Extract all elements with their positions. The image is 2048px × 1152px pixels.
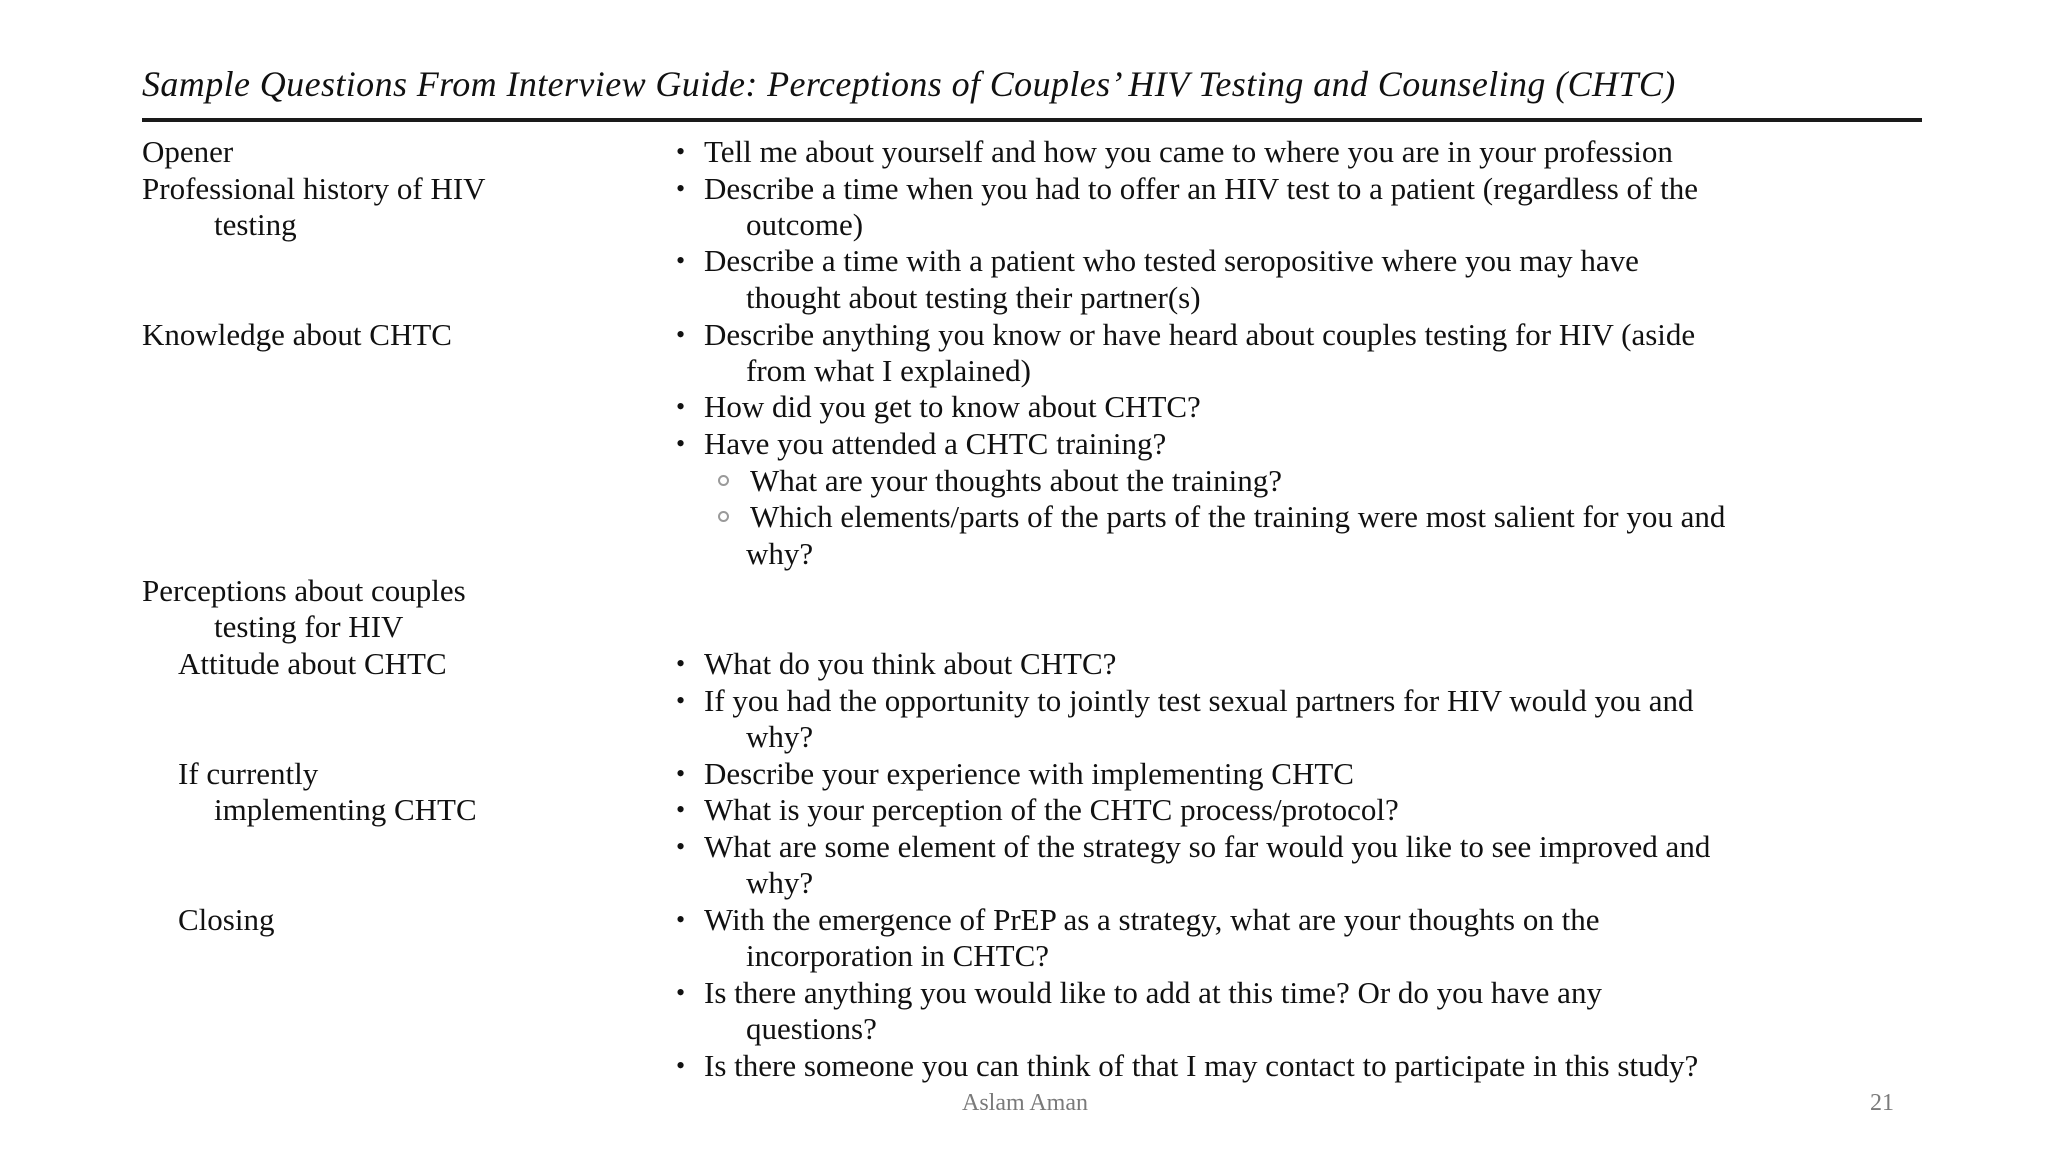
question-text: Describe a time when you had to offer an HIV test to a patient (regardless of the — [704, 171, 1698, 206]
table-row — [142, 171, 1922, 207]
table-row — [142, 463, 1922, 499]
bullet-icon: • — [676, 392, 686, 421]
topic-label: If currently — [178, 756, 319, 791]
topic-label: Closing — [178, 902, 275, 937]
table-row — [142, 683, 1922, 719]
question-text: If you had the opportunity to jointly test sexual partners for HIV would you and — [704, 683, 1694, 718]
question-text: Is there someone you can think of that I may contact to participate in this study? — [704, 1048, 1699, 1083]
table-row — [142, 499, 1922, 535]
table-row — [142, 902, 1922, 938]
question-text: What are some element of the strategy so far would you like to see improved and — [704, 829, 1711, 864]
question-text: How did you get to know about CHTC? — [704, 389, 1201, 424]
table-row — [142, 792, 1922, 828]
table-row — [142, 1011, 1922, 1047]
bullet-icon: • — [676, 137, 686, 166]
table-row — [142, 756, 1922, 792]
footer-author: Aslam Aman — [962, 1090, 1088, 1116]
table-row — [142, 829, 1922, 865]
question-text: Describe your experience with implementing CHTC — [704, 756, 1354, 791]
question-text: Which elements/parts of the parts of the training were most salient for you and — [750, 499, 1726, 534]
footer-page-number: 21 — [1870, 1090, 1894, 1116]
bullet-icon: • — [676, 320, 686, 349]
table-row — [142, 426, 1922, 462]
question-text: why? — [746, 719, 814, 754]
table-row — [142, 389, 1922, 425]
table-row — [142, 353, 1922, 389]
table-row — [142, 317, 1922, 353]
question-text: Have you attended a CHTC training? — [704, 426, 1167, 461]
bullet-icon: • — [676, 832, 686, 861]
question-text: why? — [746, 536, 814, 571]
question-text: incorporation in CHTC? — [746, 938, 1050, 973]
question-text: With the emergence of PrEP as a strategy, what are your thoughts on the — [704, 902, 1600, 937]
question-text: What are your thoughts about the training? — [750, 463, 1283, 498]
table-row — [142, 207, 1922, 243]
topic-label: implementing CHTC — [214, 792, 477, 827]
question-text: questions? — [746, 1011, 877, 1046]
bullet-icon: • — [676, 1051, 686, 1080]
sub-bullet-icon — [718, 475, 729, 486]
question-text: What is your perception of the CHTC process/protocol? — [704, 792, 1399, 827]
question-text: Describe a time with a patient who tested seropositive where you may have — [704, 243, 1639, 278]
bullet-icon: • — [676, 246, 686, 275]
bullet-icon: • — [676, 649, 686, 678]
bullet-icon: • — [676, 978, 686, 1007]
bullet-icon: • — [676, 429, 686, 458]
table-row — [142, 975, 1922, 1011]
question-text: from what I explained) — [746, 353, 1031, 388]
question-text: why? — [746, 865, 814, 900]
bullet-icon: • — [676, 759, 686, 788]
table-row — [142, 573, 1922, 609]
table-row — [142, 646, 1922, 682]
question-text: Is there anything you would like to add at this time? Or do you have any — [704, 975, 1602, 1010]
topic-label: Knowledge about CHTC — [142, 317, 452, 352]
table-row — [142, 938, 1922, 974]
question-text: Describe anything you know or have heard about couples testing for HIV (aside — [704, 317, 1696, 352]
topic-label: Attitude about CHTC — [178, 646, 447, 681]
question-text: thought about testing their partner(s) — [746, 280, 1201, 315]
topic-label: Professional history of HIV — [142, 171, 486, 206]
table-row — [142, 280, 1922, 316]
table-row — [142, 865, 1922, 901]
table-row — [142, 243, 1922, 279]
question-text: Tell me about yourself and how you came to where you are in your profession — [704, 134, 1673, 169]
table-row — [142, 536, 1922, 572]
topic-label: testing — [214, 207, 297, 242]
title-rule — [142, 118, 1922, 122]
table-title: Sample Questions From Interview Guide: Perceptions of Couples’ HIV Testing and Counseling (CHTC) — [142, 64, 1676, 104]
bullet-icon: • — [676, 174, 686, 203]
topic-label: Perceptions about couples — [142, 573, 466, 608]
bullet-icon: • — [676, 795, 686, 824]
table-row — [142, 1048, 1922, 1084]
bullet-icon: • — [676, 686, 686, 715]
question-text: outcome) — [746, 207, 864, 242]
sub-bullet-icon — [718, 511, 729, 522]
question-text: What do you think about CHTC? — [704, 646, 1117, 681]
table-row — [142, 609, 1922, 645]
bullet-icon: • — [676, 905, 686, 934]
table-row — [142, 719, 1922, 755]
table-row — [142, 134, 1922, 170]
topic-label: testing for HIV — [214, 609, 404, 644]
interview-guide-table — [142, 130, 1922, 1090]
topic-label: Opener — [142, 134, 234, 169]
